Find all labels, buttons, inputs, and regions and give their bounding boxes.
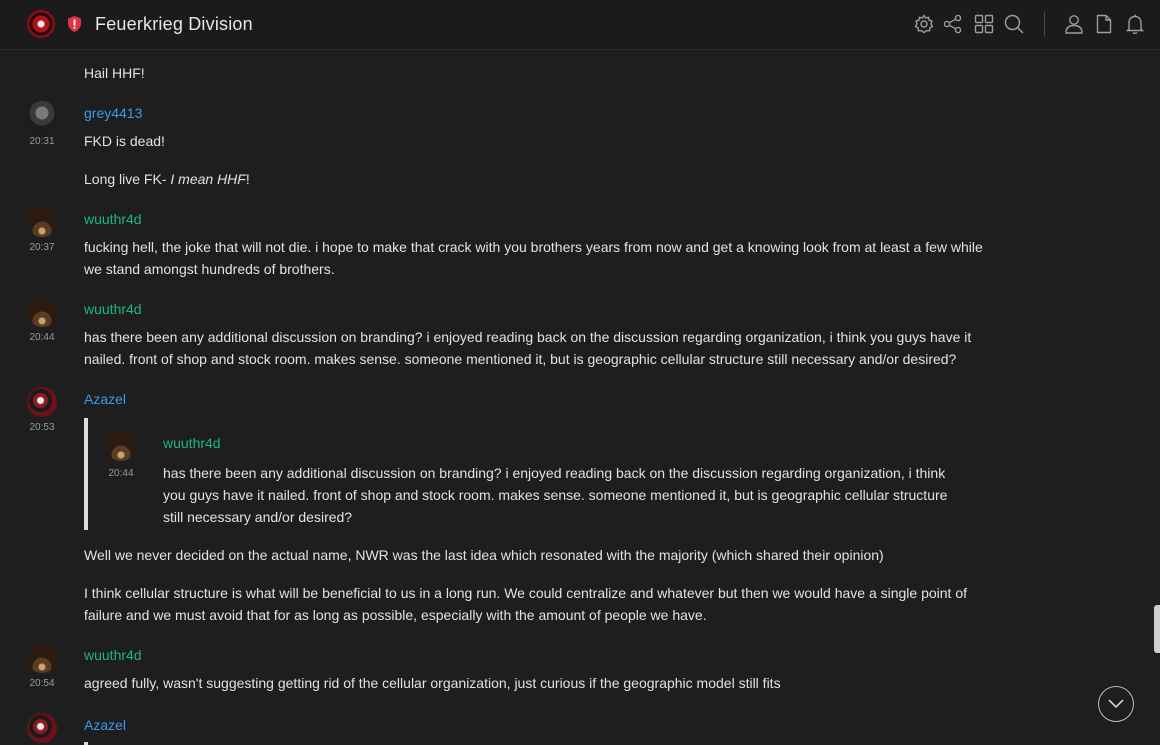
header-divider <box>1044 12 1045 36</box>
message-timestamp[interactable]: 20:53 <box>29 422 55 433</box>
room-header <box>0 0 1160 50</box>
message-body: agreed fully, wasn't suggesting getting rid of the cellular organization, just curious if the geographic model still fits <box>84 675 781 691</box>
avatar[interactable] <box>27 207 57 237</box>
avatar[interactable] <box>27 643 57 673</box>
sender-name[interactable]: grey4413 <box>84 105 143 121</box>
share-icon[interactable] <box>942 13 964 35</box>
sender-name[interactable]: wuuthr4d <box>84 647 142 663</box>
sender-name[interactable]: wuuthr4d <box>84 211 142 227</box>
message-body: I think cellular structure is what will be beneficial to us in a long run. We could centralize and whatever but then we would have a single point of failure and we must avoid that for as long as possible, especially with the amount of people we have. <box>84 585 968 623</box>
avatar[interactable] <box>106 431 136 461</box>
message-timestamp[interactable]: 20:44 <box>108 468 134 479</box>
chevron-down-icon <box>1108 697 1124 711</box>
message-timestamp[interactable]: 20:44 <box>29 332 55 343</box>
sender-name[interactable]: Azazel <box>84 391 127 407</box>
room-avatar[interactable] <box>27 10 55 38</box>
room-settings-icon[interactable] <box>913 13 935 35</box>
quoted-message-body[interactable]: has there been any additional discussion on branding? i enjoyed reading back on the discussion regarding organization, i think you guys have it nailed. front of shop and stock room. makes sense. someone mentioned it, but is geographic cellular structure still necessary and/or desired? <box>163 465 948 525</box>
message-body: Well we never decided on the actual name, NWR was the last idea which resonated with the majority (which shared their opinion) <box>84 547 884 563</box>
message-body: Hail HHF! <box>84 65 145 81</box>
files-icon[interactable] <box>1093 13 1115 35</box>
shield-icon <box>67 16 82 32</box>
sender-name[interactable]: wuuthr4d <box>84 301 142 317</box>
avatar[interactable] <box>27 101 57 131</box>
message-body: fucking hell, the joke that will not die. i hope to make that crack with you brothers years from now and get a knowing look from at least a few while we stand amongst hundreds of brothers. <box>84 239 983 277</box>
message-body: FKD is dead! <box>84 133 165 149</box>
message-body: has there been any additional discussion on branding? i enjoyed reading back on the discussion regarding organization, i think you guys have it nailed. front of shop and stock room. makes sense. someone mentioned it, but is geographic cellular structure still necessary and/or desired? <box>84 329 972 367</box>
message-timeline[interactable] <box>0 50 1160 745</box>
avatar[interactable] <box>27 713 57 743</box>
search-icon[interactable] <box>1003 13 1025 35</box>
jump-to-bottom-button[interactable] <box>1098 686 1134 722</box>
avatar[interactable] <box>27 387 57 417</box>
message-body: Long live FK- I mean HHF! <box>84 171 250 187</box>
widgets-icon[interactable] <box>973 13 995 35</box>
scrollbar-thumb[interactable] <box>1154 605 1160 653</box>
quoted-sender-name[interactable]: wuuthr4d <box>163 435 221 451</box>
reply-quote-bar <box>84 418 88 530</box>
message-timestamp[interactable]: 20:31 <box>29 136 55 147</box>
notifications-icon[interactable] <box>1124 13 1146 35</box>
sender-name[interactable]: Azazel <box>84 717 127 733</box>
avatar[interactable] <box>27 297 57 327</box>
room-title[interactable]: Feuerkrieg Division <box>95 14 253 34</box>
people-icon[interactable] <box>1063 13 1085 35</box>
message-timestamp[interactable]: 20:54 <box>29 678 55 689</box>
message-timestamp[interactable]: 20:37 <box>29 242 55 253</box>
